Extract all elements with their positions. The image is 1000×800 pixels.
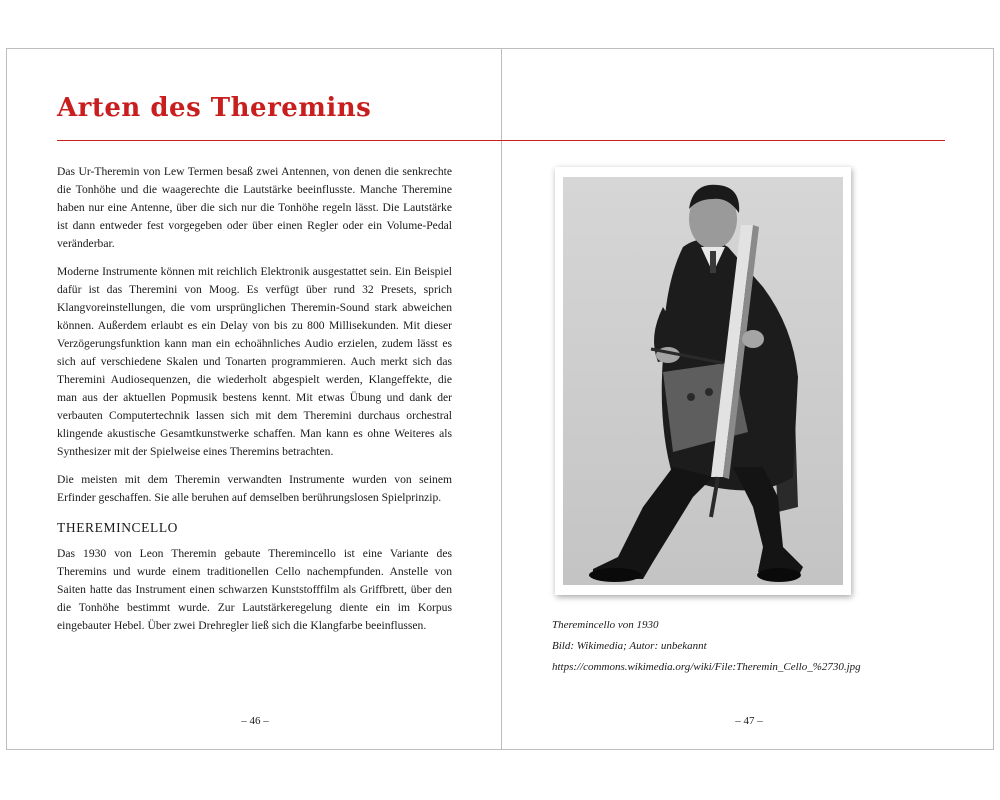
photo-frame [555,167,851,595]
paragraph: Moderne Instrumente können mit reichlich Elektronik ausgestattet sein. Ein Beispiel dafür ist das Theremini von Moog. Es verfügt über rund 32 Presets, sprich Klangvoreinstellungen, die vom ursprünglichen Theremin-Sound stark abweichen können. Außerdem erlaubt es ein Delay von bis zu 800 Millisekunden. Mit dieser Verzögerungsfunktion kann man ein echoähnliches Audio erzielen, zudem lässt es sich auf verschiedene Skalen und Tonarten programmieren. Auch merkt sich das Theremini Audiosequenzen, die wiederholt abgespielt werden, Klangeffekte, die man aus der aktuellen Popmusik bestens kennt. Mit etwas Übung und dank der verbauten Computertechnik lassen sich mit dem Theremini durchaus orchestral klingende akustische Gesamtkunstwerke schaffen. Man kann es ohne Weiteres als Synthesizer mit der Spielweise eines Theremins betrachten. [57,265,452,458]
chapter-title: Arten des Theremins [57,93,372,123]
page-number-left: – 46 – [241,715,269,727]
photo-caption [552,615,861,678]
paragraph: Das 1930 von Leon Theremin gebaute Theremincello ist eine Variante des Theremins und wurde einem traditionellen Cello nachempfunden. Anstelle von Saiten hatte das Instrument einen schwarzen Kunststofffilm als Griffbrett, über den die Tonhöhe bestimmt wurde. Zur Lautstärkeregelung diente ein im Korpus eingebauter Hebel. Über zwei Drehregler ließ sich die Klangfarbe beeinflussen. [57,547,452,632]
paragraph: Das Ur-Theremin von Lew Termen besaß zwei Antennen, von denen die senkrechte die Tonhöhe und die waagerechte die Lautstärke beeinflusste. Manche Theremine haben nur eine Antenne, über die sich nur die Tonhöhe regeln lässt. Die Lautstärke ist dann entweder fest vorgegeben oder über einen Regler oder ein Volume-Pedal veränderbar. [57,165,452,250]
page-number-right: – 47 – [735,715,763,727]
theremincello-photo [563,177,843,585]
caption-title: Theremincello von 1930 [552,619,659,631]
page-gutter [501,49,502,749]
title-rule [57,140,945,141]
book-spread [6,48,994,750]
section-heading: THEREMINCELLO [57,520,179,535]
left-page-body [57,163,452,645]
caption-source-url: https://commons.wikimedia.org/wiki/File:Theremin_Cello_%2730.jpg [552,661,861,673]
caption-credit: Bild: Wikimedia; Autor: unbekannt [552,640,707,652]
paragraph: Die meisten mit dem Theremin verwandten Instrumente wurden von seinem Erfinder geschaffen. Sie alle beruhen auf demselben berührungslosen Spielprinzip. [57,473,452,504]
